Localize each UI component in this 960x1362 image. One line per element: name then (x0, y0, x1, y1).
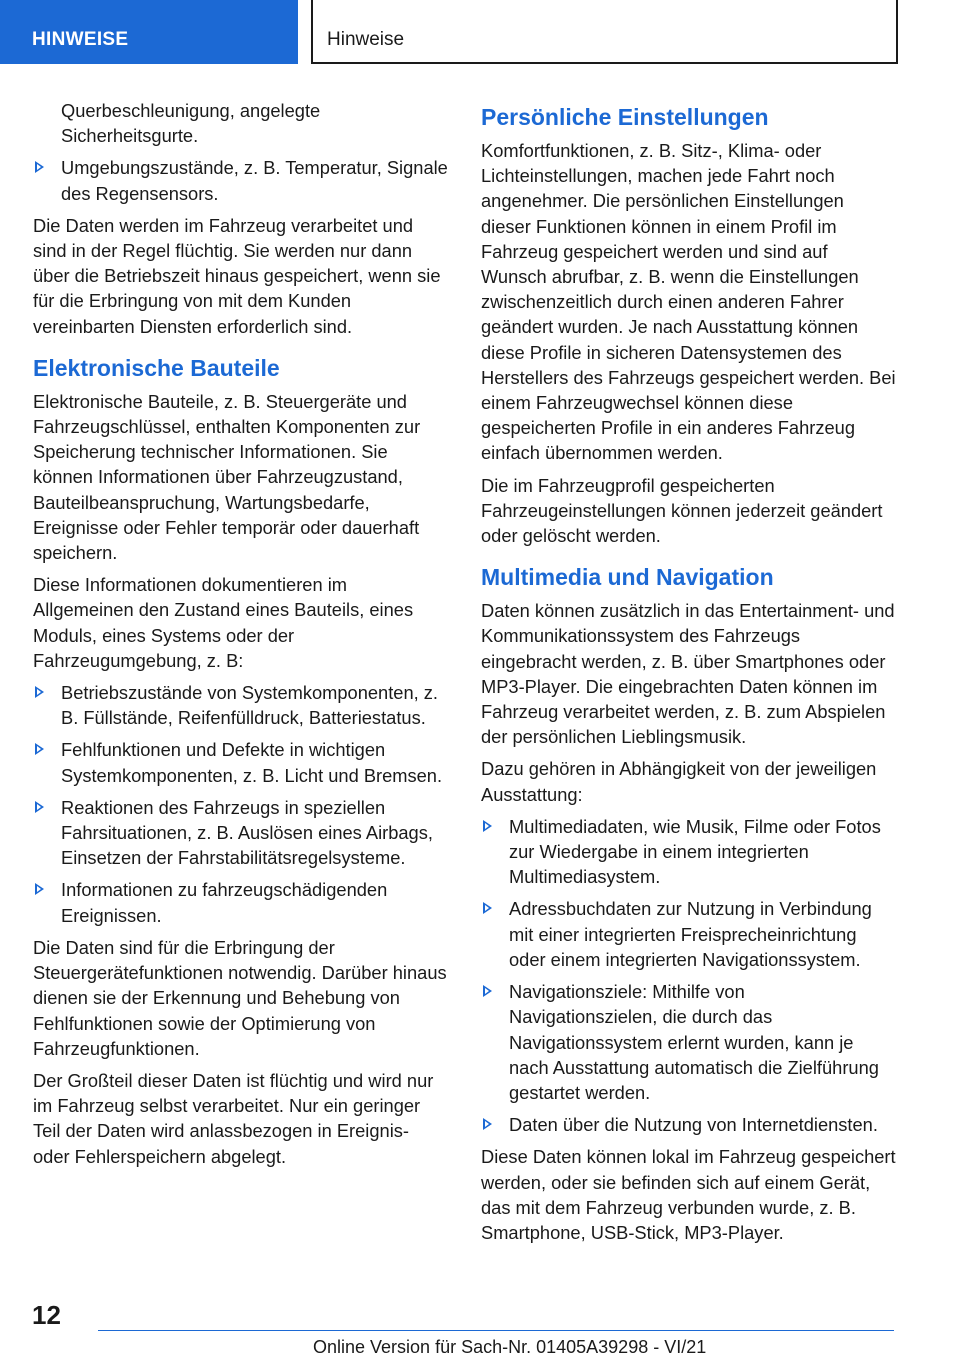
paragraph: Dazu gehören in Abhängigkeit von der jeweiligen Ausstattung: (481, 758, 877, 805)
bullet-continuation: Querbeschleunigung, angelegte Sicherheitsgurte. (61, 100, 321, 147)
paragraph: Daten können zusätzlich in das Entertainment- und Kommunikationssystem des Fahrzeugs eingebracht werden, z. B. über Smartphones oder MP3-Player. Die eingebrachten Daten können im Fahrzeug verarbeitet werden, z. B. zum Abspielen der persönlichen Lieblingsmusik. (481, 600, 895, 748)
section-heading: Persönliche Einstellungen (481, 104, 769, 130)
list-item: Umgebungszustände, z. B. Temperatur, Signale des Regensensors. (33, 155, 449, 205)
list-item: Informationen zu fahrzeugschädigenden Ereignissen. (33, 877, 449, 927)
list-item: Multimediadaten, wie Musik, Filme oder Fotos zur Wiedergabe in einem integrierten Multimediasystem. (481, 814, 897, 890)
list-item: Adressbuchdaten zur Nutzung in Verbindung mit einer integrierten Freisprecheinrichtung oder einem integrierten Navigationssystem. (481, 896, 897, 972)
right-column (481, 98, 897, 1252)
triangle-bullet-icon (483, 902, 492, 914)
list-item: Navigationsziele: Mithilfe von Navigationszielen, die durch das Navigationssystem erlernt wurden, kann je nach Ausstattung automatisch die Zielführung gestartet werden. (481, 979, 897, 1105)
page-header-title: Hinweise (327, 29, 405, 50)
triangle-bullet-icon (483, 820, 492, 832)
paragraph: Elektronische Bauteile, z. B. Steuergeräte und Fahrzeugschlüssel, enthalten Komponenten zur Speicherung technischer Informationen. Sie können Informationen über Fahrzeugzustand, Bauteilbeanspruchung, Wartungsbedarfe, Ereignisse oder Fehler temporär oder dauerhaft speichern. (33, 390, 421, 564)
section-heading: Multimedia und Navigation (481, 564, 774, 591)
paragraph: Die Daten werden im Fahrzeug verarbeitet und sind in der Regel flüchtig. Sie werden nur dann über die Betriebszeit hinaus gespeichert, wenn sie für die Erbringung von mit dem Kunden vereinbarten Diensten erforderlich sind. (33, 214, 441, 337)
paragraph: Diese Informationen dokumentieren im Allgemeinen den Zustand eines Bauteils, eines Moduls, eines Systems oder der Fahrzeugumgebung, z. B: (33, 574, 414, 671)
triangle-bullet-icon (483, 1118, 492, 1130)
triangle-bullet-icon (35, 743, 44, 755)
list-item: Fehlfunktionen und Defekte in wichtigen Systemkomponenten, z. B. Licht und Bremsen. (33, 737, 449, 787)
list-item: Betriebszustände von Systemkomponenten, z. B. Füllstände, Reifenfülldruck, Batteriestatus. (33, 680, 449, 730)
left-column (33, 98, 449, 1176)
section-tab-label: HINWEISE (32, 29, 129, 50)
bullet-list-top (33, 155, 449, 205)
list-item: Daten über die Nutzung von Internetdiensten. (481, 1112, 897, 1137)
bullet-list (33, 680, 449, 928)
triangle-bullet-icon (35, 161, 44, 173)
section-tab (0, 0, 298, 64)
paragraph: Komfortfunktionen, z. B. Sitz-, Klima- oder Lichteinstellungen, machen jede Fahrt noch angenehmer. Die persönlichen Einstellungen dieser Funktionen können in einem Profil im Fahrzeug gespeichert werden und sind auf Wunsch abrufbar, z. B. wenn die Einstellungen zwischenzeitlich durch einen anderen Fahrer geändert wurden. Je nach Ausstattung können diese Profile in sicheren Datensystemen des Herstellers des Fahrzeugs gespeichert werden. Bei einem Fahrzeugwechsel können diese gespeicherten Profile in ein anderes Fahrzeug einfach übernommen werden. (481, 140, 896, 464)
footer-version-text: Online Version für Sach-Nr. 01405A39298 - VI/21 (313, 1337, 707, 1357)
paragraph: Die Daten sind für die Erbringung der Steuergerätefunktionen notwendig. Darüber hinaus dienen sie der Erkennung und Behebung von Fehlfunktionen sowie der Optimierung von Fahrzeugfunktionen. (33, 936, 447, 1059)
paragraph: Diese Daten können lokal im Fahrzeug gespeichert werden, oder sie befinden sich auf einem Gerät, das mit dem Fahrzeug verbunden wurde, z. B. Smartphone, USB-Stick, MP3-Player. (481, 1146, 896, 1243)
list-item: Reaktionen des Fahrzeugs in speziellen Fahrsituationen, z. B. Auslösen eines Airbags, Einsetzen der Fahrstabilitätsregelsysteme. (33, 795, 449, 871)
section-heading: Elektronische Bauteile (33, 354, 280, 381)
bullet-list (481, 814, 897, 1137)
triangle-bullet-icon (35, 686, 44, 698)
triangle-bullet-icon (35, 801, 44, 813)
triangle-bullet-icon (483, 985, 492, 997)
footer-divider (98, 1330, 894, 1331)
paragraph: Der Großteil dieser Daten ist flüchtig und wird nur im Fahrzeug selbst verarbeitet. Nur ein geringer Teil der Daten wird anlassbezogen in Ereignis- oder Fehlerspeichern abgelegt. (33, 1069, 434, 1167)
page-header (311, 0, 898, 64)
paragraph: Die im Fahrzeugprofil gespeicherten Fahrzeugeinstellungen können jederzeit geändert oder gelöscht werden. (481, 474, 883, 547)
triangle-bullet-icon (35, 883, 44, 895)
page-number: 12 (32, 1300, 61, 1330)
